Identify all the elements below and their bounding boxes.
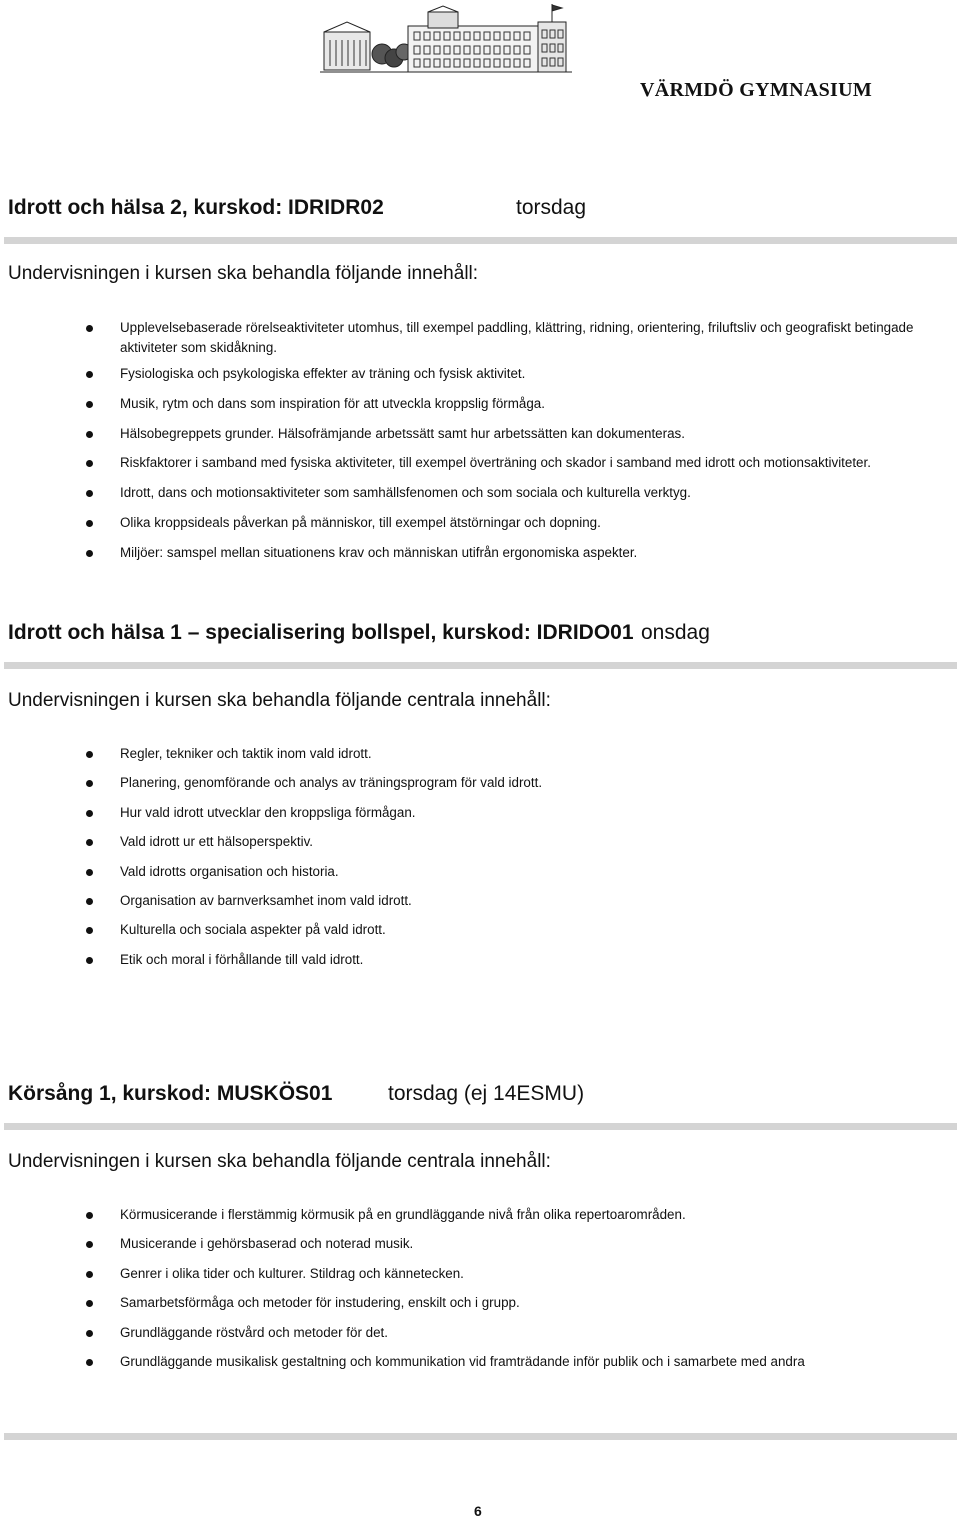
- list-item: Riskfaktorer i samband med fysiska aktiviteter, till exempel överträning och skador i samband med idrott och motionsaktiviteter.: [0, 453, 960, 473]
- school-name: VÄRMDÖ GYMNASIUM: [640, 79, 872, 101]
- content-intro: Undervisningen i kursen ska behandla följande centrala innehåll:: [8, 1151, 551, 1172]
- list-item: Grundläggande musikalisk gestaltning och kommunikation vid framträdande inför publik och i samarbete med andra: [0, 1352, 960, 1372]
- section-divider: [4, 1123, 957, 1130]
- list-item: Regler, tekniker och taktik inom vald idrott.: [0, 744, 960, 764]
- course-title-muskos01: Körsång 1, kurskod: MUSKÖS01: [8, 1082, 333, 1105]
- list-item: Olika kroppsideals påverkan på människor, till exempel ätstörningar och dopning.: [0, 513, 960, 533]
- content-intro: Undervisningen i kursen ska behandla följande innehåll:: [8, 263, 479, 284]
- school-building-drawing-icon: [320, 2, 572, 78]
- content-list: [0, 744, 960, 979]
- list-item: Upplevelsebaserade rörelseaktiviteter utomhus, till exempel paddling, klättring, ridning, orientering, friluftsliv och geografiskt betingade aktiviteter som skidåkning.: [0, 318, 960, 358]
- list-item: Etik och moral i förhållande till vald idrott.: [0, 950, 960, 970]
- list-item: Miljöer: samspel mellan situationens krav och människan utifrån ergonomiska aspekter.: [0, 543, 960, 563]
- page-number: 6: [474, 1503, 482, 1519]
- list-item: Fysiologiska och psykologiska effekter av träning och fysisk aktivitet.: [0, 364, 960, 384]
- list-item: Hur vald idrott utvecklar den kroppsliga förmågan.: [0, 803, 960, 823]
- list-item: Samarbetsförmåga och metoder för instudering, enskilt och i grupp.: [0, 1293, 960, 1313]
- section-divider: [4, 237, 957, 244]
- course-day-idridr02: torsdag: [516, 196, 587, 219]
- course-title-idrido01: Idrott och hälsa 1 – specialisering bollspel, kurskod: IDRIDO01: [8, 621, 634, 644]
- course-day-muskos01: torsdag (ej 14ESMU): [388, 1082, 585, 1105]
- section-divider: [4, 662, 957, 669]
- list-item: Vald idrott ur ett hälsoperspektiv.: [0, 832, 960, 852]
- list-item: Organisation av barnverksamhet inom vald idrott.: [0, 891, 960, 911]
- course-title-idridr02: Idrott och hälsa 2, kurskod: IDRIDR02: [8, 196, 384, 219]
- content-intro: Undervisningen i kursen ska behandla följande centrala innehåll:: [8, 690, 551, 711]
- list-item: Genrer i olika tider och kulturer. Stildrag och kännetecken.: [0, 1264, 960, 1284]
- content-list: [0, 1205, 960, 1381]
- list-item: Musicerande i gehörsbaserad och noterad musik.: [0, 1234, 960, 1254]
- list-item: Kulturella och sociala aspekter på vald idrott.: [0, 920, 960, 940]
- list-item: Vald idrotts organisation och historia.: [0, 862, 960, 882]
- list-item: Planering, genomförande och analys av träningsprogram för vald idrott.: [0, 773, 960, 793]
- footer-divider: [4, 1433, 957, 1440]
- list-item: Idrott, dans och motionsaktiviteter som samhällsfenomen och som sociala och kulturella verktyg.: [0, 483, 960, 503]
- list-item: Grundläggande röstvård och metoder för det.: [0, 1323, 960, 1343]
- list-item: Musik, rytm och dans som inspiration för att utveckla kroppslig förmåga.: [0, 394, 960, 414]
- content-list: [0, 318, 960, 573]
- list-item: Körmusicerande i flerstämmig körmusik på en grundläggande nivå från olika repertoarområden.: [0, 1205, 960, 1225]
- list-item: Hälsobegreppets grunder. Hälsofrämjande arbetssätt samt hur arbetssätten kan dokumenteras.: [0, 424, 960, 444]
- course-day-idrido01: onsdag: [641, 621, 710, 644]
